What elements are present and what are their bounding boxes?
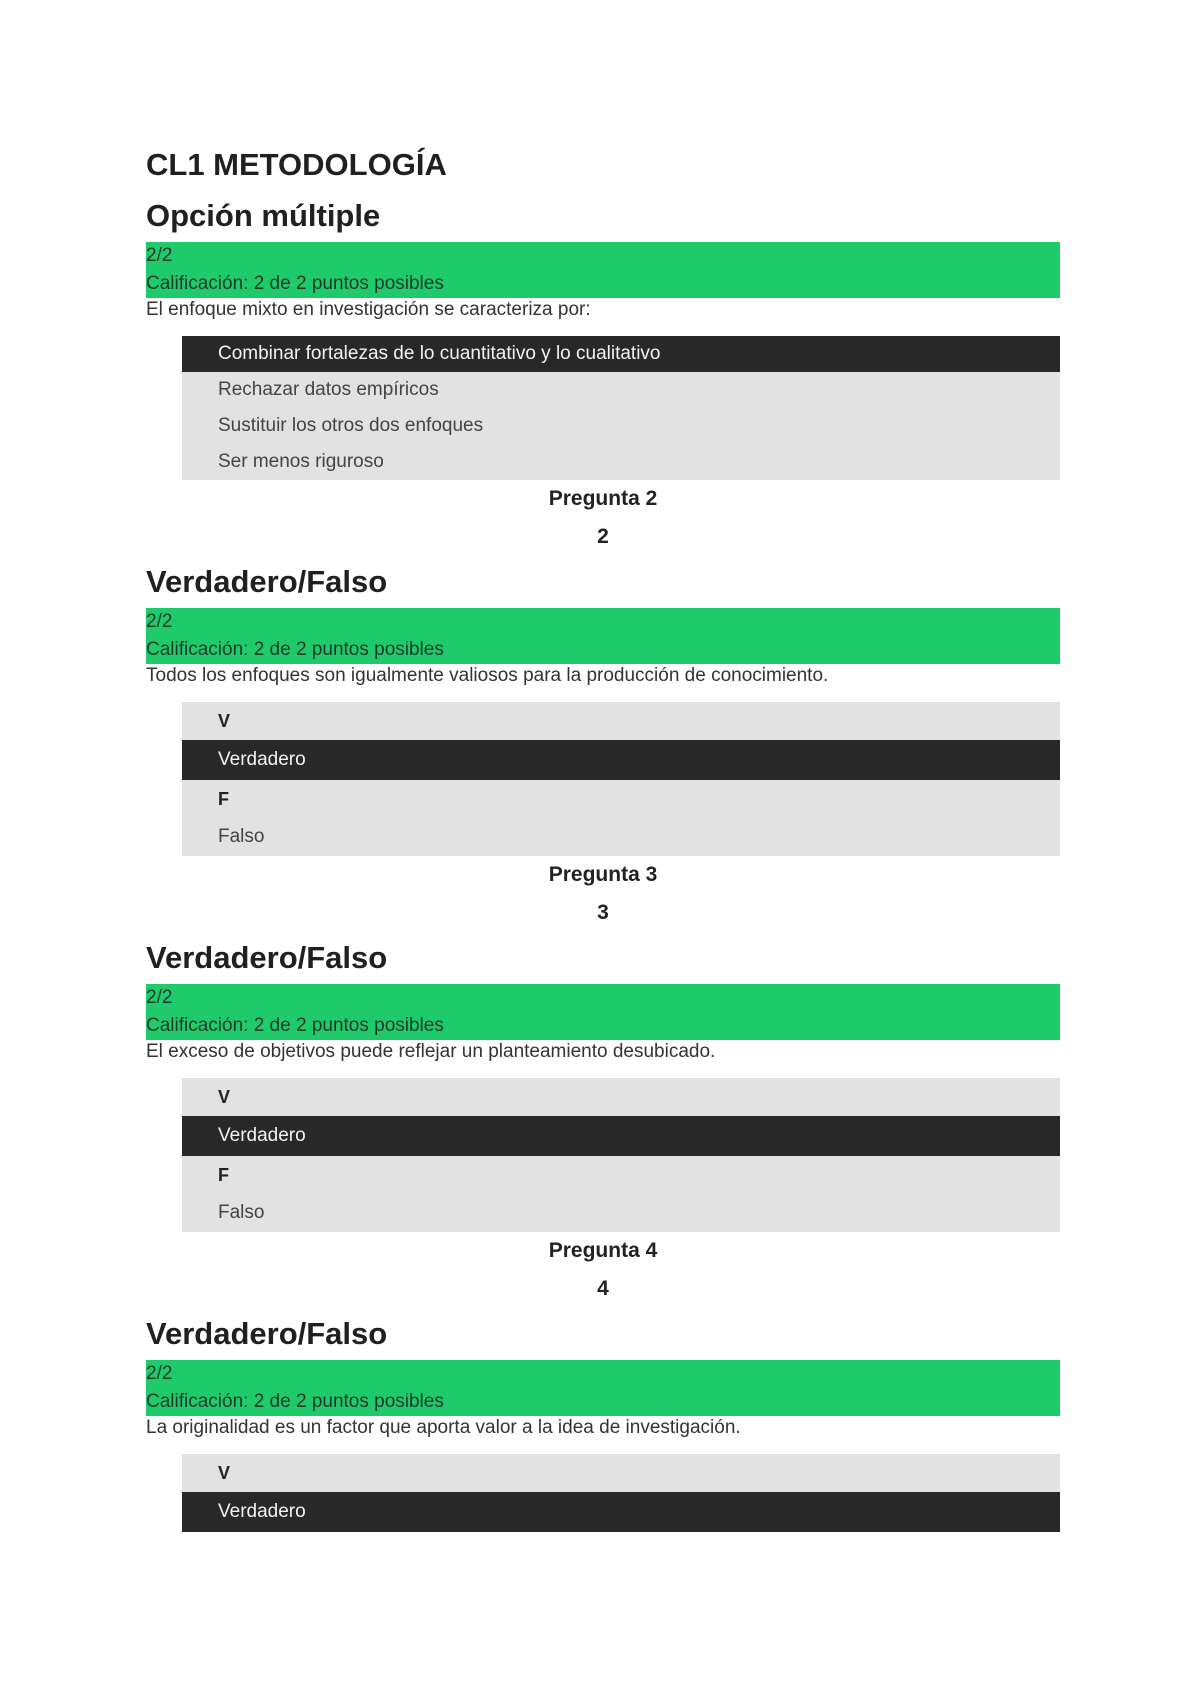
question-label: Pregunta 2	[548, 487, 658, 510]
score-value: 2/2	[146, 245, 173, 266]
question-prompt: El exceso de objetivos puede reflejar un planteamiento desubicado.	[146, 1041, 716, 1062]
option-false[interactable]: Falso	[218, 826, 265, 847]
question-prompt: Todos los enfoques son igualmente valiosos para la producción de conocimiento.	[146, 665, 829, 686]
score-value: 2/2	[146, 987, 173, 1008]
option-selected[interactable]: Combinar fortalezas de lo cuantitativo y lo cualitativo	[182, 336, 1060, 372]
score-bar	[146, 242, 1060, 298]
score-bar	[146, 608, 1060, 664]
score-value: 2/2	[146, 611, 173, 632]
true-letter: V	[218, 1463, 231, 1483]
true-letter: V	[218, 711, 231, 731]
question-number: 4	[597, 1277, 609, 1300]
false-letter: F	[218, 1165, 229, 1185]
question-number: 2	[597, 525, 609, 548]
option-true-selected[interactable]: Verdadero	[182, 1492, 1060, 1532]
option[interactable]: Rechazar datos empíricos	[218, 379, 439, 400]
question-label: Pregunta 3	[548, 863, 658, 886]
grade-text: Calificación: 2 de 2 puntos posibles	[146, 273, 444, 294]
grade-text: Calificación: 2 de 2 puntos posibles	[146, 1015, 444, 1036]
question-type-heading: Verdadero/Falso	[146, 1316, 388, 1351]
question-type-heading: Verdadero/Falso	[146, 564, 388, 599]
score-bar	[146, 984, 1060, 1040]
true-letter: V	[218, 1087, 231, 1107]
quiz-page	[146, 140, 1060, 1532]
grade-text: Calificación: 2 de 2 puntos posibles	[146, 1391, 444, 1412]
option-true-selected[interactable]: Verdadero	[182, 740, 1060, 780]
question-4	[146, 1232, 1060, 1532]
false-letter: F	[218, 789, 229, 809]
question-3	[146, 856, 1060, 1232]
question-2	[146, 480, 1060, 856]
option[interactable]: Sustituir los otros dos enfoques	[218, 415, 484, 436]
question-type-heading: Verdadero/Falso	[146, 940, 388, 975]
page-title: CL1 METODOLOGÍA	[146, 147, 447, 182]
option-true-selected[interactable]: Verdadero	[182, 1116, 1060, 1156]
question-prompt: El enfoque mixto en investigación se caracteriza por:	[146, 299, 591, 320]
question-type-heading: Opción múltiple	[146, 198, 381, 233]
option[interactable]: Ser menos riguroso	[218, 451, 384, 472]
question-number: 3	[597, 901, 609, 924]
answer-options	[182, 702, 1060, 856]
grade-text: Calificación: 2 de 2 puntos posibles	[146, 639, 444, 660]
answer-options	[182, 1454, 1060, 1532]
score-value: 2/2	[146, 1363, 173, 1384]
question-1	[146, 190, 1060, 480]
answer-options	[182, 1078, 1060, 1232]
question-label: Pregunta 4	[548, 1239, 658, 1262]
score-bar	[146, 1360, 1060, 1416]
question-prompt: La originalidad es un factor que aporta valor a la idea de investigación.	[146, 1417, 741, 1438]
option-false[interactable]: Falso	[218, 1202, 265, 1223]
answer-options	[182, 336, 1060, 480]
